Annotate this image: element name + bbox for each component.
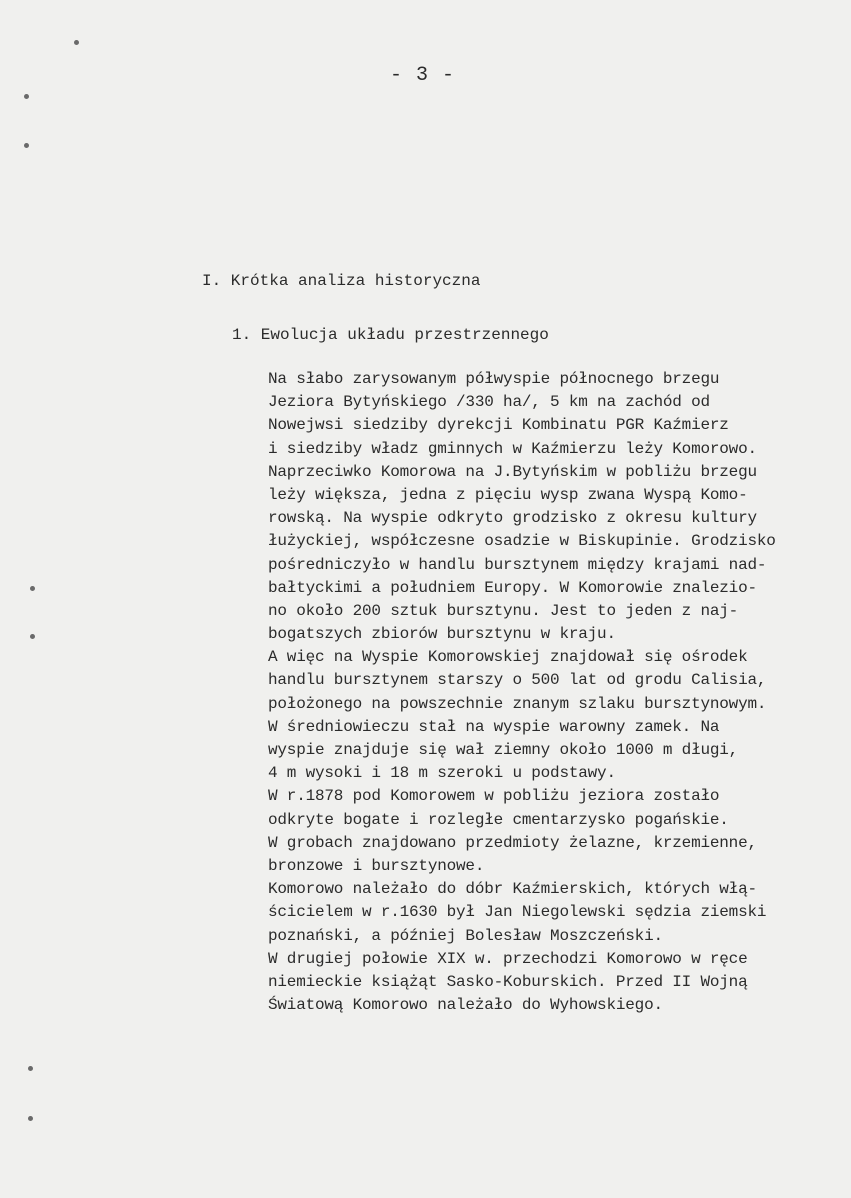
subsection-heading: 1. Ewolucja układu przestrzennego — [232, 326, 549, 344]
text-line: niemieckie książąt Sasko-Koburskich. Przed II Wojną — [268, 972, 748, 991]
text-line: W drugiej połowie XIX w. przechodzi Komorowo w ręce — [268, 949, 748, 968]
text-line: bogatszych zbiorów bursztynu w kraju. — [268, 625, 616, 644]
text-line: odkryte bogate i rozległe cmentarzysko pogańskie. — [268, 810, 729, 829]
body-text — [268, 368, 846, 1017]
text-line: bronzowe i bursztynowe. — [268, 856, 485, 875]
text-line: Światową Komorowo należało do Wyhowskiego. — [268, 996, 663, 1015]
text-line: Na słabo zarysowanym półwyspie północnego brzegu — [268, 370, 720, 388]
text-line: bałtyckimi a południem Europy. W Komorowie znalezio- — [268, 578, 757, 597]
text-line: rowską. Na wyspie odkryto grodzisko z okresu kultury — [268, 509, 757, 528]
text-line: ścicielem w r.1630 był Jan Niegolewski sędzia ziemski — [268, 903, 767, 922]
text-line: poznański, a później Bolesław Moszczeński. — [268, 926, 663, 945]
text-line: W r.1878 pod Komorowem w pobliżu jeziora zostało — [268, 787, 720, 806]
text-line: 4 m wysoki i 18 m szeroki u podstawy. — [268, 764, 616, 783]
text-line: W średniowieczu stał na wyspie warowny zamek. Na — [268, 717, 720, 736]
text-line: łużyckiej, współczesne osadzie w Biskupinie. Grodzisko — [268, 532, 776, 551]
punch-hole-mark — [28, 1116, 33, 1121]
text-line: Nowejwsi siedziby dyrekcji Kombinatu PGR Kaźmierz — [268, 416, 729, 435]
section-heading: I. Krótka analiza historyczna — [202, 272, 481, 290]
punch-hole-mark — [30, 586, 35, 591]
text-line: i siedziby władz gminnych w Kaźmierzu leży Komorowo. — [268, 439, 757, 458]
punch-hole-mark — [24, 143, 29, 148]
text-line: W grobach znajdowano przedmioty żelazne, krzemienne, — [268, 833, 757, 852]
punch-hole-mark — [28, 1066, 33, 1071]
punch-hole-mark — [24, 94, 29, 99]
text-line: Jeziora Bytyńskiego /330 ha/, 5 km na zachód od — [268, 393, 710, 412]
text-line: handlu bursztynem starszy o 500 lat od grodu Calisia, — [268, 671, 767, 690]
text-line: no około 200 sztuk bursztynu. Jest to jeden z naj- — [268, 601, 739, 620]
text-line: A więc na Wyspie Komorowskiej znajdował się ośrodek — [268, 648, 748, 667]
text-line: leży większa, jedna z pięciu wysp zwana Wyspą Komo- — [268, 485, 748, 504]
text-line: Naprzeciwko Komorowa na J.Bytyńskim w pobliżu brzegu — [268, 462, 757, 481]
text-line: położonego na powszechnie znanym szlaku bursztynowym. — [268, 694, 767, 713]
punch-hole-mark — [74, 40, 79, 45]
page-number: - 3 - — [390, 64, 456, 87]
text-line: Komorowo należało do dóbr Kaźmierskich, których włą- — [268, 880, 757, 899]
text-line: wyspie znajduje się wał ziemny około 1000 m długi, — [268, 741, 739, 759]
punch-hole-mark — [30, 634, 35, 639]
text-line: pośredniczyło w handlu bursztynem między krajami nad- — [268, 555, 767, 574]
